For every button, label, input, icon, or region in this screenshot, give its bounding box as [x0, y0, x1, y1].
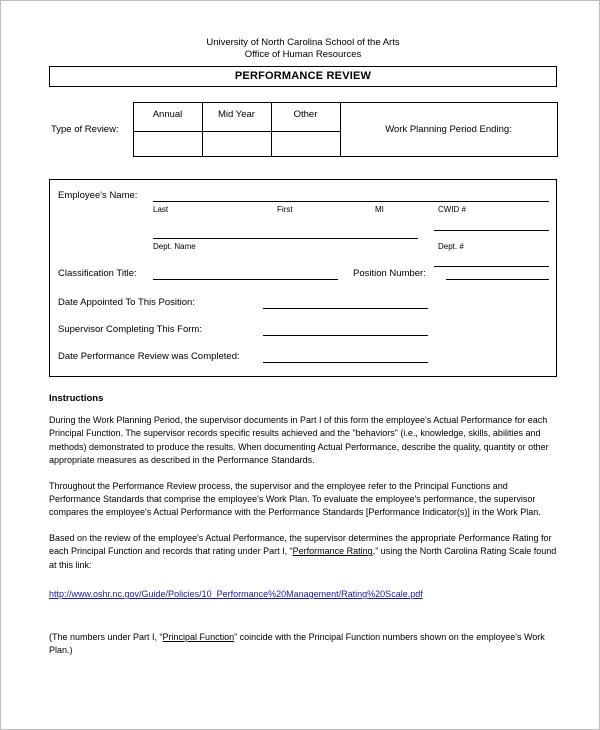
review-type-checkbox-midyear[interactable]: [202, 132, 271, 157]
instructions-paragraph-1: During the Work Planning Period, the supervisor documents in Part I of this form the employee's Actual Performance for each Principal Function. The supervisor records specific results achieved and the "behaviors" (i.e., knowledge, skills, abilities and methods) demonstrated to produce the results. When documenting Actual Performance, describe the quality, quantity or other appropriate measures as described in the Performance Standards.: [49, 415, 549, 466]
work-planning-period-label: Work Planning Period Ending:: [385, 124, 512, 135]
review-type-option-other[interactable]: Other: [271, 103, 340, 132]
dept-number-input[interactable]: [434, 266, 549, 267]
dept-name-input[interactable]: [153, 238, 418, 239]
review-type-option-annual[interactable]: Annual: [133, 103, 202, 132]
work-planning-period-ending[interactable]: [340, 103, 557, 157]
date-appointed-label: Date Appointed To This Position:: [58, 297, 195, 308]
document-body: [49, 37, 557, 667]
rating-scale-link[interactable]: http://www.oshr.nc.gov/Guide/Policies/10_Performance%20Management/Rating%20Scale.pdf: [49, 589, 423, 600]
performance-rating-term: Performance Rating: [292, 546, 373, 557]
position-number-input[interactable]: [446, 279, 549, 280]
instructions-section: [49, 393, 557, 658]
employee-name-input[interactable]: [153, 201, 549, 202]
employee-name-last-label: Last: [153, 205, 169, 214]
review-type-label: Type of Review:: [51, 124, 119, 135]
instructions-final-note: [49, 631, 557, 658]
final-note-part-b: ” coincide with the Principal Function numbers shown on the employee's Work Plan.): [49, 632, 545, 656]
employee-name-mi-label: MI: [375, 205, 384, 214]
classification-title-label: Classification Title:: [58, 268, 137, 279]
principal-function-term: Principal Function: [162, 632, 235, 643]
instructions-paragraph-3-part-a: Based on the review of the employee's Actual Performance, the supervisor determines the appropriate Performance Rating for each Principal Function and records that rating under Part I, “: [49, 532, 552, 557]
position-number-label: Position Number:: [353, 268, 426, 279]
dept-number-label: Dept. #: [438, 242, 464, 251]
final-note-part-a: (The numbers under Part I, “: [49, 632, 163, 643]
instructions-paragraph-2: Throughout the Performance Review process, the supervisor and the employee refer to the Principal Functions and Performance Standards that comprise the employee's Work Plan. To evaluate the employee's performance, the supervisor compares the employee's Actual Performance with the Performance Standards [Performance Indicator(s)] in the Work Plan.: [49, 480, 541, 518]
date-appointed-input[interactable]: [263, 308, 428, 309]
employee-name-first-label: First: [277, 205, 293, 214]
instructions-paragraph-3: [49, 532, 557, 572]
cwid-label: CWID #: [438, 205, 466, 214]
supervisor-label: Supervisor Completing This Form:: [58, 324, 202, 335]
supervisor-input[interactable]: [263, 335, 428, 336]
document-header: [49, 37, 557, 61]
organization-name: University of North Carolina School of the Arts: [206, 37, 400, 48]
classification-title-input[interactable]: [153, 279, 338, 280]
instructions-heading: Instructions: [49, 393, 104, 404]
review-type-table: [49, 102, 558, 157]
instructions-paragraph-3-part-b: ,” using the North Carolina Rating Scale found at this link:: [49, 546, 557, 570]
office-name: Office of Human Resources: [244, 49, 362, 60]
review-type-checkbox-annual[interactable]: [133, 132, 202, 157]
review-type-option-midyear[interactable]: Mid Year: [202, 103, 271, 132]
cwid-input[interactable]: [434, 230, 549, 231]
date-completed-label: Date Performance Review was Completed:: [58, 351, 240, 362]
employee-information-box: [49, 179, 557, 377]
review-type-checkbox-other[interactable]: [271, 132, 340, 157]
page-title: PERFORMANCE REVIEW: [49, 66, 557, 87]
dept-name-label: Dept. Name: [153, 242, 196, 251]
employee-name-label: Employee's Name:: [58, 190, 138, 201]
date-completed-input[interactable]: [263, 362, 428, 363]
